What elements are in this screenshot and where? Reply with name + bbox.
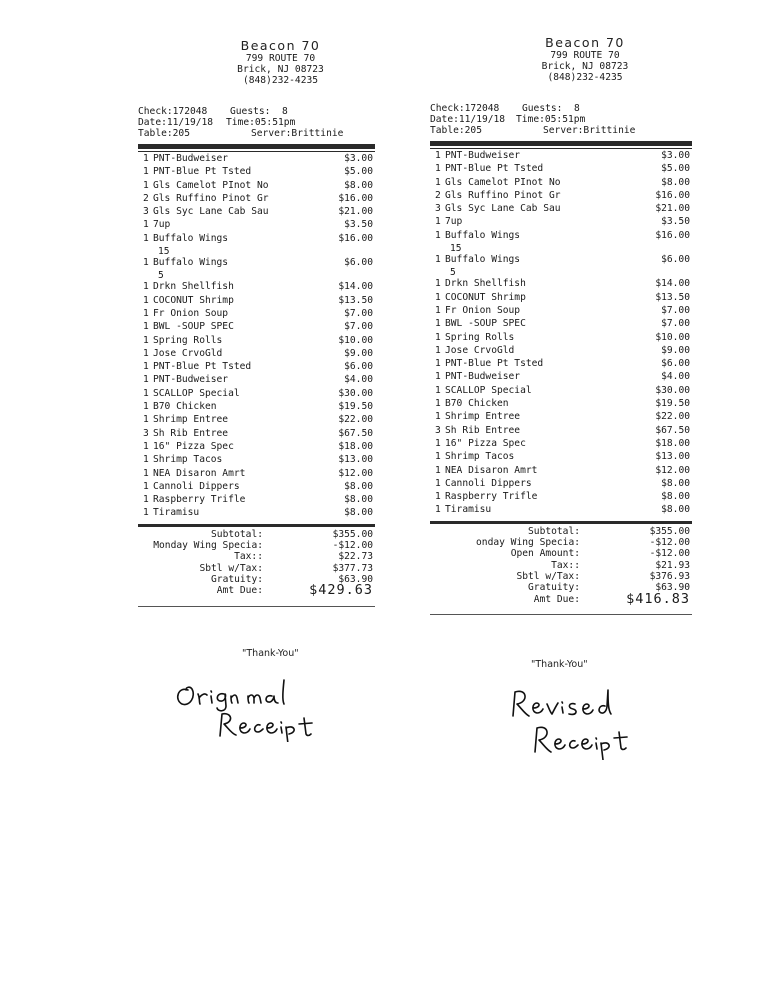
item-quantity: 1 <box>435 464 441 476</box>
item-price: $22.00 <box>338 414 373 426</box>
item-price: $19.50 <box>655 398 690 410</box>
item-quantity: 1 <box>143 166 149 178</box>
total-label: Sbtl w/Tax: <box>199 562 263 574</box>
item-quantity: 1 <box>435 344 441 356</box>
item-price: $8.00 <box>344 480 373 492</box>
divider <box>138 144 375 149</box>
receipt-original <box>138 38 375 607</box>
item-quantity: 1 <box>143 480 149 492</box>
total-value: $22.73 <box>338 551 373 563</box>
item-price: $6.00 <box>344 257 373 269</box>
line-item <box>430 306 692 319</box>
total-label: onday Wing Specia: <box>476 537 580 549</box>
total-value: -$12.00 <box>649 537 690 549</box>
line-item <box>430 399 692 412</box>
line-item <box>138 322 375 335</box>
total-value: $355.00 <box>332 528 373 540</box>
item-description: PNT-Blue Pt Tsted <box>445 358 544 370</box>
item-description: Spring Rolls <box>445 331 515 343</box>
total-label: Sbtl w/Tax: <box>516 570 580 582</box>
check-date: Date:11/19/18 <box>138 117 214 128</box>
server-name: Server:Brittinie <box>251 128 344 139</box>
item-price: $14.00 <box>338 281 373 293</box>
total-label: Subtotal: <box>211 528 263 540</box>
line-item <box>138 167 375 180</box>
line-item <box>138 508 375 521</box>
line-item <box>138 375 375 388</box>
item-quantity: 1 <box>143 334 149 346</box>
line-item <box>430 426 692 439</box>
item-quantity: 1 <box>435 176 441 188</box>
item-description: 7up <box>445 216 463 228</box>
item-price: $3.00 <box>661 150 690 161</box>
item-description: 5 <box>158 270 164 282</box>
line-item <box>430 452 692 465</box>
item-description: Shrimp Entree <box>445 411 521 423</box>
check-number: Check:172048 <box>138 106 208 117</box>
item-quantity: 1 <box>143 414 149 426</box>
item-price: $6.00 <box>661 254 690 266</box>
line-item <box>430 293 692 306</box>
item-description: Gls Ruffino Pinot Gr <box>445 189 561 201</box>
total-label: Open Amount: <box>510 548 580 560</box>
item-price: $16.00 <box>655 229 690 241</box>
item-quantity: 1 <box>435 254 441 266</box>
line-item <box>430 372 692 385</box>
line-item <box>138 362 375 375</box>
item-quantity: 1 <box>143 374 149 386</box>
item-quantity: 1 <box>435 437 441 449</box>
item-quantity: 1 <box>143 281 149 293</box>
line-item <box>430 479 692 492</box>
total-value: -$12.00 <box>649 548 690 560</box>
item-quantity: 1 <box>435 384 441 396</box>
total-label: Amt Due: <box>216 585 263 597</box>
item-description: PNT-Budweiser <box>153 374 229 386</box>
item-description: Tiramisu <box>153 507 200 519</box>
item-description: Jose CrvoGld <box>445 344 515 356</box>
total-row <box>430 549 692 560</box>
item-description: Gls Camelot PInot No <box>153 179 269 191</box>
line-item <box>138 181 375 194</box>
line-item <box>430 346 692 359</box>
item-description: Buffalo Wings <box>445 229 521 241</box>
item-list <box>138 154 375 522</box>
line-item <box>138 336 375 349</box>
item-description: NEA Disaron Amrt <box>445 464 538 476</box>
line-item <box>138 455 375 468</box>
item-quantity: 3 <box>143 206 149 218</box>
check-date: Date:11/19/18 <box>430 114 506 125</box>
total-label: Amt Due: <box>533 593 580 605</box>
item-price: $5.00 <box>661 163 690 175</box>
totals <box>430 527 692 615</box>
item-price: $8.00 <box>661 491 690 503</box>
item-quantity: 1 <box>143 321 149 333</box>
item-quantity: 1 <box>435 477 441 489</box>
divider <box>430 141 692 146</box>
item-description: Buffalo Wings <box>445 254 521 266</box>
item-quantity: 1 <box>143 179 149 191</box>
item-price: $21.00 <box>338 206 373 218</box>
item-quantity: 3 <box>435 424 441 436</box>
divider <box>138 524 375 527</box>
total-label: Gratuity: <box>211 573 263 585</box>
line-item <box>430 279 692 292</box>
check-time: Time:05:51pm <box>226 117 296 128</box>
item-price: $8.00 <box>661 176 690 188</box>
item-price: $4.00 <box>344 374 373 386</box>
item-description: 16" Pizza Spec <box>445 437 526 449</box>
check-number: Check:172048 <box>430 103 500 114</box>
line-item <box>430 505 692 518</box>
line-item <box>138 389 375 402</box>
item-description: Gls Ruffino Pinot Gr <box>153 192 269 204</box>
item-quantity: 1 <box>143 347 149 359</box>
item-price: $30.00 <box>655 384 690 396</box>
item-description: BWL -SOUP SPEC <box>445 318 526 330</box>
total-value: $376.93 <box>649 570 690 582</box>
item-description: Jose CrvoGld <box>153 347 223 359</box>
item-price: $16.00 <box>655 189 690 201</box>
totals <box>138 530 375 607</box>
line-item <box>138 234 375 247</box>
divider <box>138 606 375 607</box>
item-description: 16" Pizza Spec <box>153 440 234 452</box>
item-price: $13.00 <box>338 454 373 466</box>
guest-count: Guests: 8 <box>230 106 288 117</box>
item-quantity: 1 <box>143 294 149 306</box>
item-quantity: 1 <box>143 219 149 231</box>
item-price: $10.00 <box>655 331 690 343</box>
item-price: $21.00 <box>655 203 690 215</box>
total-label: Gratuity: <box>528 582 580 594</box>
item-quantity: 2 <box>143 192 149 204</box>
item-description: BWL -SOUP SPEC <box>153 321 234 333</box>
thank-you-text: "Thank-You" <box>242 648 299 659</box>
item-description: 5 <box>450 267 456 279</box>
restaurant-city: Brick, NJ 08723 <box>541 61 629 72</box>
item-price: $18.00 <box>655 437 690 449</box>
item-description: PNT-Budweiser <box>445 150 521 161</box>
item-quantity: 1 <box>143 307 149 319</box>
restaurant-name: Beacon 70 <box>545 35 625 50</box>
item-price: $7.00 <box>344 321 373 333</box>
total-label: Tax:: <box>551 559 580 571</box>
item-quantity: 1 <box>435 291 441 303</box>
item-description: COCONUT Shrimp <box>445 291 526 303</box>
item-quantity: 1 <box>143 387 149 399</box>
total-value: -$12.00 <box>332 540 373 552</box>
item-description: Buffalo Wings <box>153 232 229 244</box>
table-number: Table:205 <box>138 128 190 139</box>
item-price: $8.00 <box>344 507 373 519</box>
restaurant-phone: (848)232-4235 <box>242 75 319 86</box>
item-quantity: 1 <box>143 401 149 413</box>
item-description: Spring Rolls <box>153 334 223 346</box>
item-quantity: 1 <box>435 318 441 330</box>
item-description: 15 <box>450 243 462 255</box>
item-quantity: 1 <box>435 451 441 463</box>
handwriting-original-receipt <box>170 672 335 742</box>
item-price: $8.00 <box>661 477 690 489</box>
line-item <box>430 178 692 191</box>
divider <box>430 614 692 615</box>
total-value: $377.73 <box>332 562 373 574</box>
item-quantity: 1 <box>143 153 149 164</box>
line-item <box>138 309 375 322</box>
total-value: $63.90 <box>655 582 690 594</box>
total-value: $63.90 <box>338 573 373 585</box>
total-row <box>430 590 692 607</box>
item-price: $3.50 <box>344 219 373 231</box>
line-item <box>138 282 375 295</box>
divider <box>430 148 692 149</box>
item-description: Buffalo Wings <box>153 257 229 269</box>
item-price: $6.00 <box>661 358 690 370</box>
line-item <box>430 191 692 204</box>
receipt-header <box>162 38 399 86</box>
item-price: $12.00 <box>338 467 373 479</box>
item-price: $3.50 <box>661 216 690 228</box>
restaurant-address: 799 ROUTE 70 <box>550 50 620 61</box>
guest-count: Guests: 8 <box>522 103 580 114</box>
item-quantity: 3 <box>435 203 441 215</box>
item-price: $5.00 <box>344 166 373 178</box>
item-price: $13.50 <box>338 294 373 306</box>
item-quantity: 1 <box>435 371 441 383</box>
item-quantity: 3 <box>143 427 149 439</box>
item-description: 7up <box>153 219 171 231</box>
line-item <box>430 217 692 230</box>
item-price: $22.00 <box>655 411 690 423</box>
item-description: PNT-Blue Pt Tsted <box>153 166 252 178</box>
item-quantity: 1 <box>435 278 441 290</box>
item-quantity: 1 <box>143 507 149 519</box>
item-quantity: 1 <box>435 491 441 503</box>
item-description: Drkn Shellfish <box>445 278 526 290</box>
item-quantity: 1 <box>143 232 149 244</box>
item-price: $18.00 <box>338 440 373 452</box>
item-price: $3.00 <box>344 153 373 164</box>
item-price: $16.00 <box>338 192 373 204</box>
item-price: $67.50 <box>655 424 690 436</box>
total-label: Monday Wing Specia: <box>153 540 263 552</box>
check-info <box>430 104 692 137</box>
item-description: COCONUT Shrimp <box>153 294 234 306</box>
item-description: 15 <box>158 246 170 258</box>
item-description: Gls Syc Lane Cab Sau <box>445 203 561 215</box>
line-item <box>138 296 375 309</box>
divider <box>138 151 375 152</box>
item-description: PNT-Blue Pt Tsted <box>445 163 544 175</box>
receipt-revised <box>430 35 692 615</box>
line-item <box>430 319 692 332</box>
line-item <box>430 359 692 372</box>
item-description: Raspberry Trifle <box>153 494 246 506</box>
line-item <box>138 258 375 271</box>
item-price: $19.50 <box>338 401 373 413</box>
item-description: SCALLOP Special <box>445 384 532 396</box>
item-description: PNT-Blue Pt Tsted <box>153 361 252 373</box>
item-price: $7.00 <box>661 318 690 330</box>
line-item <box>138 415 375 428</box>
divider <box>430 521 692 524</box>
item-price: $10.00 <box>338 334 373 346</box>
item-quantity: 1 <box>435 229 441 241</box>
line-item <box>138 220 375 233</box>
line-item <box>430 439 692 452</box>
total-label: Tax:: <box>234 551 263 563</box>
line-item <box>138 154 375 167</box>
item-price: $4.00 <box>661 371 690 383</box>
total-value: $355.00 <box>649 525 690 537</box>
item-price: $30.00 <box>338 387 373 399</box>
item-description: Fr Onion Soup <box>153 307 229 319</box>
item-price: $7.00 <box>661 304 690 316</box>
item-price: $8.00 <box>661 504 690 516</box>
item-description: Shrimp Tacos <box>445 451 515 463</box>
item-price: $13.00 <box>655 451 690 463</box>
line-item <box>138 495 375 508</box>
item-quantity: 1 <box>143 257 149 269</box>
item-description: B70 Chicken <box>445 398 509 410</box>
check-time: Time:05:51pm <box>516 114 586 125</box>
item-quantity: 1 <box>143 467 149 479</box>
item-quantity: 1 <box>435 150 441 161</box>
line-item <box>430 164 692 177</box>
total-label: Subtotal: <box>528 525 580 537</box>
item-description: Raspberry Trifle <box>445 491 538 503</box>
amount-due-value: $416.83 <box>626 590 690 607</box>
line-item <box>138 469 375 482</box>
total-row <box>138 552 375 563</box>
item-quantity: 1 <box>143 361 149 373</box>
item-price: $9.00 <box>661 344 690 356</box>
line-item <box>430 386 692 399</box>
line-item <box>430 333 692 346</box>
table-number: Table:205 <box>430 125 482 136</box>
item-description: Shrimp Tacos <box>153 454 223 466</box>
restaurant-address: 799 ROUTE 70 <box>245 53 316 64</box>
item-quantity: 1 <box>143 454 149 466</box>
item-list <box>430 151 692 519</box>
item-quantity: 1 <box>435 304 441 316</box>
line-item <box>430 151 692 164</box>
item-price: $6.00 <box>344 361 373 373</box>
item-quantity: 1 <box>143 494 149 506</box>
item-quantity: 1 <box>435 216 441 228</box>
restaurant-name: Beacon 70 <box>240 38 321 53</box>
line-item <box>138 207 375 220</box>
item-price: $16.00 <box>338 232 373 244</box>
item-quantity: 2 <box>435 189 441 201</box>
total-row <box>138 582 375 599</box>
line-item <box>430 492 692 505</box>
amount-due-value: $429.63 <box>309 582 373 599</box>
item-quantity: 1 <box>435 398 441 410</box>
line-item <box>138 442 375 455</box>
line-item <box>138 194 375 207</box>
receipt-header <box>454 35 716 83</box>
item-description: PNT-Budweiser <box>445 371 521 383</box>
item-price: $12.00 <box>655 464 690 476</box>
thank-you-text: "Thank-You" <box>531 659 588 670</box>
item-price: $13.50 <box>655 291 690 303</box>
item-price: $8.00 <box>344 494 373 506</box>
line-item <box>138 482 375 495</box>
item-description: Sh Rib Entree <box>445 424 521 436</box>
server-name: Server:Brittinie <box>543 125 636 136</box>
line-item <box>138 349 375 362</box>
item-description: Drkn Shellfish <box>153 281 234 293</box>
line-item <box>430 255 692 268</box>
line-item <box>138 429 375 442</box>
line-item <box>430 412 692 425</box>
item-price: $67.50 <box>338 427 373 439</box>
item-quantity: 1 <box>435 331 441 343</box>
item-description: Gls Syc Lane Cab Sau <box>153 206 269 218</box>
item-description: SCALLOP Special <box>153 387 240 399</box>
total-value: $21.93 <box>655 559 690 571</box>
item-price: $14.00 <box>655 278 690 290</box>
restaurant-phone: (848)232-4235 <box>547 72 623 83</box>
restaurant-city: Brick, NJ 08723 <box>237 64 324 75</box>
item-description: Tiramisu <box>445 504 492 516</box>
item-quantity: 1 <box>143 440 149 452</box>
item-description: Cannoli Dippers <box>153 480 240 492</box>
item-description: NEA Disaron Amrt <box>153 467 246 479</box>
line-item <box>138 402 375 415</box>
item-quantity: 1 <box>435 411 441 423</box>
item-price: $9.00 <box>344 347 373 359</box>
item-description: Gls Camelot PInot No <box>445 176 561 188</box>
item-description: Sh Rib Entree <box>153 427 229 439</box>
item-quantity: 1 <box>435 504 441 516</box>
item-description: Shrimp Entree <box>153 414 229 426</box>
item-description: Fr Onion Soup <box>445 304 521 316</box>
item-description: PNT-Budweiser <box>153 153 229 164</box>
item-quantity: 1 <box>435 163 441 175</box>
item-description: Cannoli Dippers <box>445 477 532 489</box>
item-price: $8.00 <box>344 179 373 191</box>
handwriting-revised-receipt <box>505 680 655 760</box>
line-item <box>430 204 692 217</box>
line-item <box>430 466 692 479</box>
check-info <box>138 107 375 140</box>
item-price: $7.00 <box>344 307 373 319</box>
item-quantity: 1 <box>435 358 441 370</box>
item-description: B70 Chicken <box>153 401 217 413</box>
line-item <box>430 231 692 244</box>
